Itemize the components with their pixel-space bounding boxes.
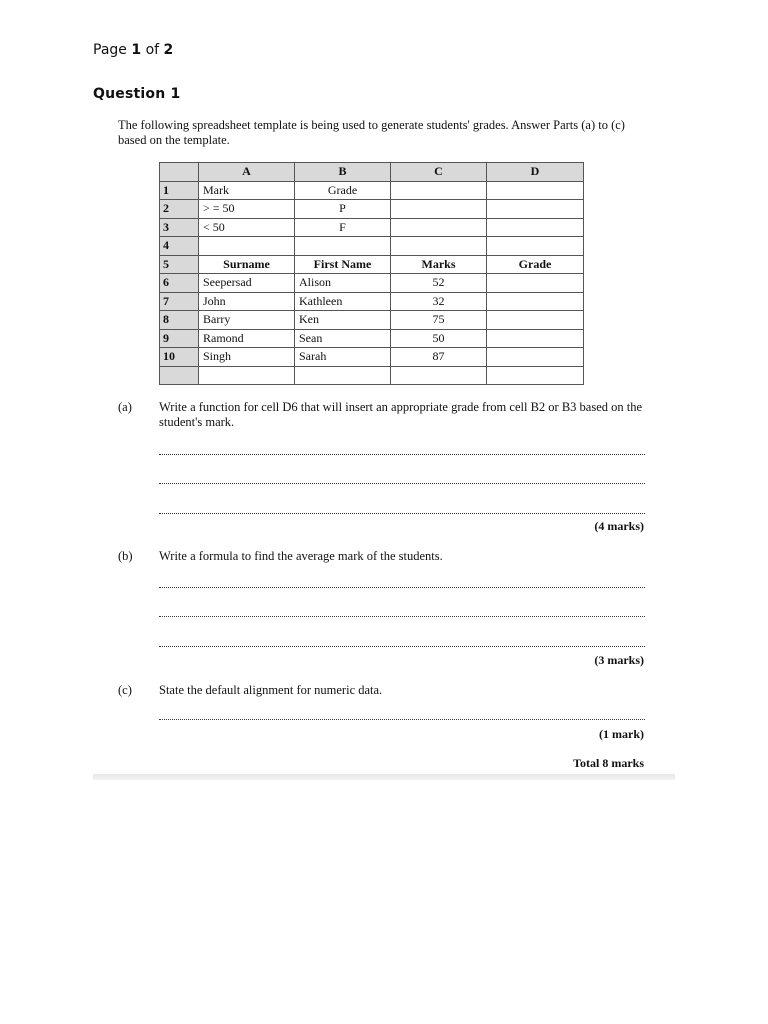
row-number: 2: [160, 200, 199, 219]
cell-a7: John: [199, 292, 295, 311]
row-number: 1: [160, 181, 199, 200]
column-header-c: C: [391, 163, 487, 182]
cell-d5: Grade: [487, 255, 584, 274]
table-row: [160, 292, 584, 311]
cell-b7: Kathleen: [295, 292, 391, 311]
cell-c10: 87: [391, 348, 487, 367]
part-a-label: (a): [118, 400, 132, 414]
cell-d3: [487, 218, 584, 237]
page-of: of: [145, 42, 160, 58]
intro-text: The following spreadsheet template is being used to generate students' grades. Answer Parts (a) to (c) based on the template.: [118, 118, 625, 147]
column-header-d: D: [487, 163, 584, 182]
cell-b2: P: [295, 200, 391, 219]
cell-b3: F: [295, 218, 391, 237]
cell-a1: Mark: [199, 181, 295, 200]
cell-a9: Ramond: [199, 329, 295, 348]
column-header-b: B: [295, 163, 391, 182]
table-row: [160, 348, 584, 367]
part-a-marks: (4 marks): [594, 519, 644, 533]
part-c-text: State the default alignment for numeric data.: [159, 683, 383, 697]
corner-cell: [160, 163, 199, 182]
cell-c6: 52: [391, 274, 487, 293]
part-c-label: (c): [118, 683, 132, 697]
row-number: 7: [160, 292, 199, 311]
cell-c1: [391, 181, 487, 200]
table-row: [160, 181, 584, 200]
cell-d1: [487, 181, 584, 200]
table-row: [160, 274, 584, 293]
table-row: [160, 200, 584, 219]
cell-d2: [487, 200, 584, 219]
page-current: 1: [131, 42, 142, 58]
table-row: [160, 329, 584, 348]
cell-c7: 32: [391, 292, 487, 311]
table-row: [160, 255, 584, 274]
part-c-marks: (1 mark): [599, 727, 644, 741]
cell-a10: Singh: [199, 348, 295, 367]
column-header-a: A: [199, 163, 295, 182]
question-title: Question 1: [93, 86, 181, 102]
row-number: 9: [160, 329, 199, 348]
page-total: 2: [163, 42, 174, 58]
row-number: 5: [160, 255, 199, 274]
cell-a2: > = 50: [199, 200, 295, 219]
answer-line[interactable]: [159, 586, 645, 588]
page-number: [93, 42, 173, 58]
cell-c4: [391, 237, 487, 256]
table-row: [160, 237, 584, 256]
row-number: 8: [160, 311, 199, 330]
empty-cell: [487, 366, 584, 384]
cell-b4: [295, 237, 391, 256]
row-number: 4: [160, 237, 199, 256]
cell-a3: < 50: [199, 218, 295, 237]
table-row-empty: [160, 366, 584, 384]
spreadsheet-table: [159, 162, 584, 385]
cell-d10: [487, 348, 584, 367]
cell-c3: [391, 218, 487, 237]
cell-b1: Grade: [295, 181, 391, 200]
answer-line[interactable]: [159, 645, 645, 647]
cell-a5: Surname: [199, 255, 295, 274]
row-number: 3: [160, 218, 199, 237]
empty-cell: [199, 366, 295, 384]
cell-d4: [487, 237, 584, 256]
cell-b10: Sarah: [295, 348, 391, 367]
part-b-marks: (3 marks): [594, 653, 644, 667]
answer-line[interactable]: [159, 482, 645, 484]
cell-c5: Marks: [391, 255, 487, 274]
cell-d6: [487, 274, 584, 293]
answer-line[interactable]: [159, 512, 645, 514]
answer-line[interactable]: [159, 453, 645, 455]
cell-d9: [487, 329, 584, 348]
part-a-text: Write a function for cell D6 that will insert an appropriate grade from cell B2 or B3 based on the student's mark.: [159, 400, 643, 429]
cell-b6: Alison: [295, 274, 391, 293]
table-row: [160, 218, 584, 237]
answer-line[interactable]: [159, 718, 645, 720]
cell-a8: Barry: [199, 311, 295, 330]
cell-d8: [487, 311, 584, 330]
part-b-label: (b): [118, 549, 133, 563]
total-marks: Total 8 marks: [573, 756, 644, 770]
cell-b8: Ken: [295, 311, 391, 330]
empty-cell: [295, 366, 391, 384]
cell-a4: [199, 237, 295, 256]
cell-c8: 75: [391, 311, 487, 330]
cell-c2: [391, 200, 487, 219]
cell-b5: First Name: [295, 255, 391, 274]
page-bottom-rule: [93, 774, 675, 780]
empty-cell: [391, 366, 487, 384]
row-number-empty: [160, 366, 199, 384]
part-b-text: Write a formula to find the average mark of the students.: [159, 549, 443, 563]
cell-b9: Sean: [295, 329, 391, 348]
page-word: Page: [93, 42, 127, 58]
cell-c9: 50: [391, 329, 487, 348]
cell-d7: [487, 292, 584, 311]
cell-a6: Seepersad: [199, 274, 295, 293]
row-number: 6: [160, 274, 199, 293]
table-row: [160, 311, 584, 330]
row-number: 10: [160, 348, 199, 367]
answer-line[interactable]: [159, 615, 645, 617]
column-header-row: [160, 163, 584, 182]
